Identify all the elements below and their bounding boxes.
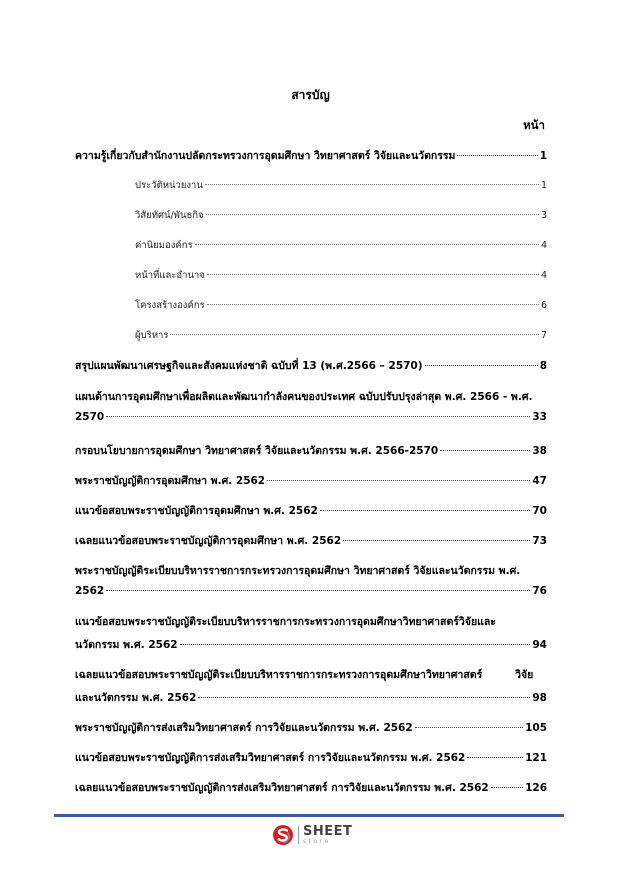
toc-entry-text-line2: 2570 bbox=[75, 411, 105, 423]
leader-dots bbox=[170, 334, 539, 335]
toc-entry-page: 6 bbox=[540, 300, 547, 311]
footer-rule bbox=[54, 814, 564, 817]
toc-entry-text: ผู้บริหาร bbox=[135, 330, 169, 341]
logo-wordmark bbox=[303, 825, 352, 845]
toc-subentry[interactable] bbox=[135, 328, 547, 343]
toc-entry-page: 33 bbox=[532, 411, 547, 423]
toc-subentry[interactable] bbox=[135, 268, 547, 283]
sheet-store-logo bbox=[272, 824, 352, 846]
toc-entry[interactable] bbox=[75, 502, 547, 519]
leader-dots bbox=[198, 697, 530, 698]
toc-entry-text: กรอบนโยบายการอุดมศึกษา วิทยาศาสตร์ วิจัยและนวัตกรรม พ.ศ. 2566-2570 bbox=[75, 445, 439, 457]
toc-entry[interactable] bbox=[75, 442, 547, 459]
leader-dots bbox=[106, 416, 530, 417]
toc-entry[interactable] bbox=[75, 749, 547, 766]
toc-entry-text: เฉลยแนวข้อสอบพระราชบัญญัติการอุดมศึกษา พ.ศ. 2562 bbox=[75, 535, 342, 547]
toc-entry-text-line1[interactable]: พระราชบัญญัติระเบียบบริหารราชการกระทรวงการอุดมศึกษา วิทยาศาสตร์ วิจัยและนวัตกรรม พ.ศ. bbox=[75, 565, 521, 577]
toc-entry-page: 8 bbox=[539, 360, 547, 372]
toc-entry-text-line2: และนวัตกรรม พ.ศ. 2562 bbox=[75, 692, 197, 704]
toc-entry-page: 4 bbox=[540, 240, 547, 251]
toc-subentry[interactable] bbox=[135, 238, 547, 253]
leader-dots bbox=[467, 757, 523, 758]
toc-entry-text-line2: 2562 bbox=[75, 585, 105, 597]
toc-entry[interactable] bbox=[75, 636, 547, 653]
toc-entry-page: 98 bbox=[532, 692, 547, 704]
toc-entry-text: แนวข้อสอบพระราชบัญญัติการอุดมศึกษา พ.ศ. 2562 bbox=[75, 505, 318, 517]
toc-entry-page: 1 bbox=[539, 150, 547, 162]
leader-dots bbox=[106, 590, 530, 591]
leader-dots bbox=[415, 727, 523, 728]
leader-dots bbox=[320, 510, 531, 511]
leader-dots bbox=[195, 244, 539, 245]
logo-main-text: SHEET bbox=[303, 824, 353, 839]
toc-entry-page: 126 bbox=[525, 782, 547, 794]
toc-entry-text: โครงสร้างองค์กร bbox=[135, 300, 205, 311]
leader-dots bbox=[267, 480, 530, 481]
toc-subentry[interactable] bbox=[135, 178, 547, 193]
toc-entry[interactable] bbox=[75, 147, 547, 164]
leader-dots bbox=[207, 304, 539, 305]
toc-entry-page: 94 bbox=[532, 639, 547, 651]
toc-entry[interactable] bbox=[75, 472, 547, 489]
page-column-label: หน้า bbox=[523, 118, 545, 132]
toc-entry-text: ค่านิยมองค์กร bbox=[135, 240, 193, 251]
toc-entry[interactable] bbox=[75, 532, 547, 549]
logo-separator bbox=[298, 826, 299, 844]
leader-dots bbox=[457, 155, 537, 156]
toc-entry-text: ประวัติหน่วยงาน bbox=[135, 180, 203, 191]
toc-entry[interactable] bbox=[75, 585, 547, 597]
toc-entry-text-line1[interactable]: เฉลยแนวข้อสอบพระราชบัญญัติระเบียบบริหารราชการกระทรวงการอุดมศึกษาวิทยาศาสตร์ วิจัย bbox=[75, 669, 534, 681]
toc-entry-text: พระราชบัญญัติการส่งเสริมวิทยาศาสตร์ การวิจัยและนวัตกรรม พ.ศ. 2562 bbox=[75, 722, 413, 734]
toc-entry[interactable] bbox=[75, 689, 547, 706]
toc-entry-text-line2: นวัตกรรม พ.ศ. 2562 bbox=[75, 639, 178, 651]
leader-dots bbox=[491, 787, 523, 788]
toc-entry[interactable] bbox=[75, 411, 547, 423]
toc-entry-page: 38 bbox=[532, 445, 547, 457]
toc-entry-page: 121 bbox=[525, 752, 547, 764]
toc-entry-page: 3 bbox=[540, 210, 547, 221]
toc-entry-page: 73 bbox=[532, 535, 547, 547]
toc-entry-text: หน้าที่และอำนาจ bbox=[135, 270, 205, 281]
toc-entry-page: 70 bbox=[532, 505, 547, 517]
toc-entry-page: 4 bbox=[540, 270, 547, 281]
leader-dots bbox=[206, 214, 539, 215]
toc-entry-text: แนวข้อสอบพระราชบัญญัติการส่งเสริมวิทยาศาสตร์ การวิจัยและนวัตกรรม พ.ศ. 2562 bbox=[75, 752, 466, 764]
toc-entry-page: 76 bbox=[532, 585, 547, 597]
toc-entry-text: ความรู้เกี่ยวกับสำนักงานปลัดกระทรวงการอุดมศึกษา วิทยาศาสตร์ วิจัยและนวัตกรรม bbox=[75, 150, 456, 162]
toc-entry[interactable] bbox=[75, 357, 547, 374]
leader-dots bbox=[440, 450, 530, 451]
toc-subentry[interactable] bbox=[135, 298, 547, 313]
toc-entry-text-line1[interactable]: แผนด้านการอุดมศึกษาเพื่อผลิตและพัฒนากำลังคนของประเทศ ฉบับปรับปรุงล่าสุด พ.ศ. 2566 - พ.ศ. bbox=[75, 391, 533, 403]
toc-entry[interactable] bbox=[75, 719, 547, 736]
leader-dots bbox=[205, 184, 539, 185]
leader-dots bbox=[425, 365, 538, 366]
toc-entry-text-line1[interactable]: แนวข้อสอบพระราชบัญญัติระเบียบบริหารราชการกระทรวงการอุดมศึกษาวิทยาศาสตร์วิจัยและ bbox=[75, 616, 496, 628]
toc-entry-text: เฉลยแนวข้อสอบพระราชบัญญัติการส่งเสริมวิทยาศาสตร์ การวิจัยและนวัตกรรม พ.ศ. 2562 bbox=[75, 782, 489, 794]
toc-entry[interactable] bbox=[75, 779, 547, 796]
leader-dots bbox=[343, 540, 530, 541]
toc-entry-page: 47 bbox=[532, 475, 547, 487]
toc-title: สารบัญ bbox=[291, 88, 330, 102]
leader-dots bbox=[180, 644, 531, 645]
toc-entry-text: พระราชบัญญัติการอุดมศึกษา พ.ศ. 2562 bbox=[75, 475, 266, 487]
leader-dots bbox=[207, 274, 539, 275]
logo-sub-text: store bbox=[303, 838, 331, 845]
toc-entry-text: วิสัยทัศน์/พันธกิจ bbox=[135, 210, 204, 221]
toc-entry-page: 105 bbox=[525, 722, 547, 734]
toc-entry-page: 7 bbox=[540, 330, 547, 341]
toc-entry-text: สรุปแผนพัฒนาเศรษฐกิจและสังคมแห่งชาติ ฉบับที่ 13 (พ.ศ.2566 – 2570) bbox=[75, 360, 423, 372]
toc-subentry[interactable] bbox=[135, 208, 547, 223]
toc-entry-page: 1 bbox=[540, 180, 547, 191]
sheet-store-logo-icon bbox=[272, 824, 294, 846]
